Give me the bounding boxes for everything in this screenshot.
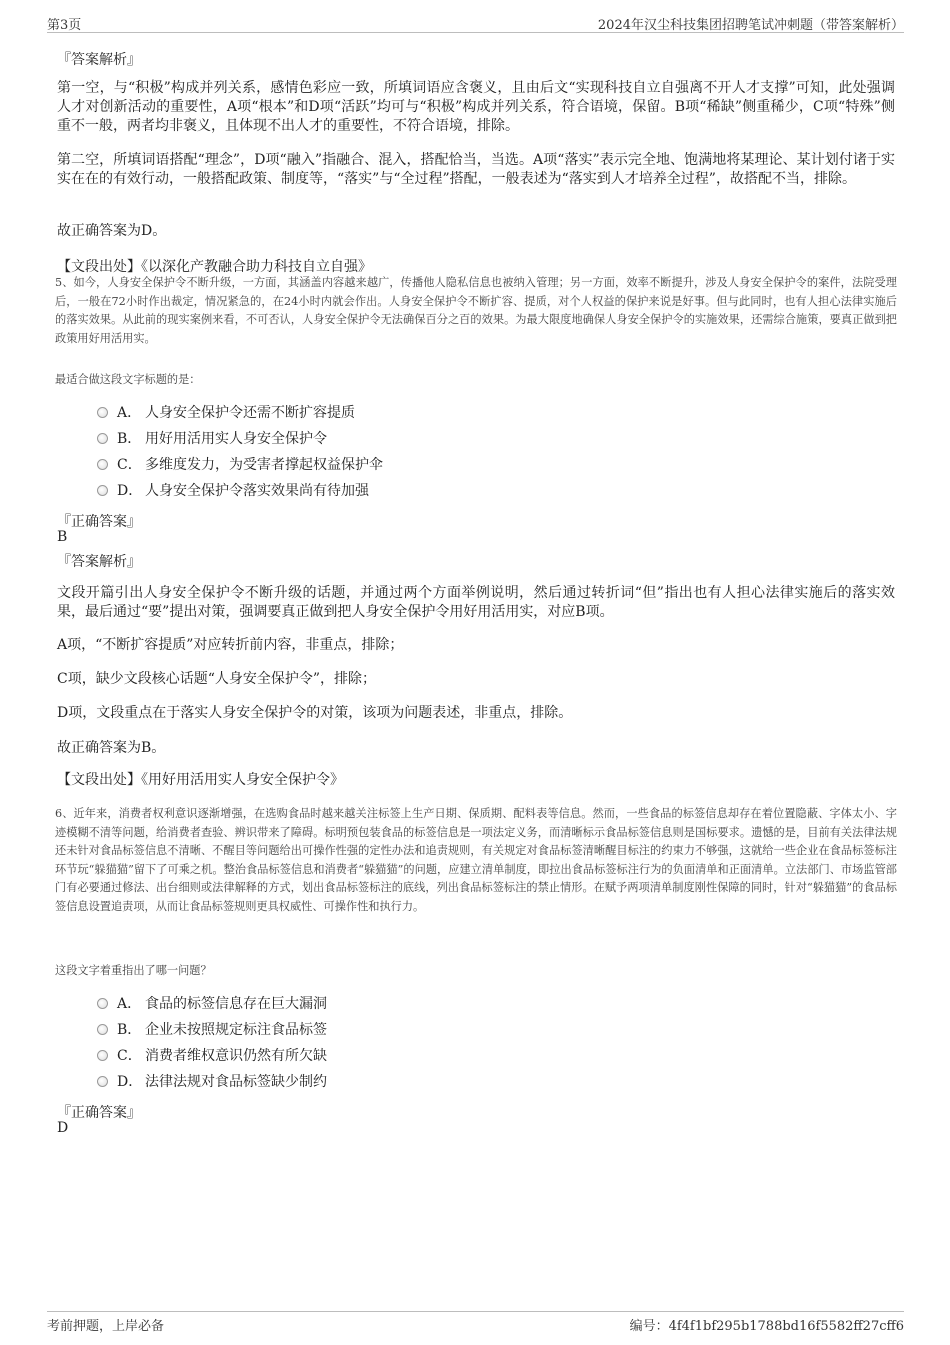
q5-passage: 5、如今，人身安全保护令不断升级，一方面，其涵盖内容越来越广，传播他人隐私信息也被纳入管理；另一方面，效率不断提升，涉及人身安全保护令的案件，法院受理后，一般在72小时作出裁定，情况紧急的，在24小时内就会作出。人身安全保护令不断扩容、提质，对个人权益的保护来说是好事。但与此同时，也有人担心法律实施后的落实效果。从此前的现实案例来看，不可否认，人身安全保护令无法确保百分之百的效果。为最大限度地确保人身安全保护令的实施效果，还需综合施策，要真正做到把政策用好用活用实。: [55, 276, 897, 345]
q6-question: 这段文字着重指出了哪一问题？: [55, 964, 212, 977]
radio-icon[interactable]: [97, 1050, 108, 1061]
q5-analysis-c: C项，缺少文段核心话题“人身安全保护令”，排除；: [57, 671, 377, 687]
radio-icon[interactable]: [97, 459, 108, 470]
q5-analysis-label: 『答案解析』: [57, 554, 141, 570]
q5-question: 最适合做这段文字标题的是：: [55, 373, 201, 386]
q5-analysis-d: D项，文段重点在于落实人身安全保护令的对策，该项为问题表述，非重点，排除。: [57, 705, 573, 721]
footer-serial: 编号：4f4f1bf295b1788bd16f5582ff27cff6: [629, 1319, 904, 1334]
q5-option-c[interactable]: C． 多维度发力，为受害者撑起权益保护伞: [97, 455, 383, 475]
page-footer: [47, 1311, 904, 1334]
q5-option-a[interactable]: A． 人身安全保护令还需不断扩容提质: [97, 403, 355, 423]
q6-correct-label: 『正确答案』: [57, 1105, 141, 1121]
q5-option-d[interactable]: D． 人身安全保护令落实效果尚有待加强: [97, 481, 369, 501]
q6-option-c[interactable]: C． 消费者维权意识仍然有所欠缺: [97, 1046, 327, 1066]
q4-analysis-p1: 第一空，与“积极”构成并列关系，感情色彩应一致，所填词语应含褒义，且由后文“实现科技自立自强离不开人才支撑”可知，此处强调人才对创新活动的重要性，A项“根本”和D项“活跃”均可与“积极”构成并列关系，符合语境，保留。B项“稀缺”侧重稀少，C项“特殊”侧重不一般，两者均非褒义，且体现不出人才的重要性，不符合语境，排除。: [57, 80, 895, 134]
radio-icon[interactable]: [97, 433, 108, 444]
q6-passage: 6、近年来，消费者权利意识逐渐增强，在选购食品时越来越关注标签上生产日期、保质期、配料表等信息。然而，一些食品的标签信息却存在着位置隐蔽、字体太小、字迹模糊不清等问题，给消费者查验、辨识带来了障碍。标明预包装食品的标签信息是一项法定义务，而清晰标示食品标签信息则是国标要求。遗憾的是，目前有关法律法规还未针对食品标签信息不清晰、不醒目等问题给出可操作性强的定性办法和追责规则，有关规定对食品标签清晰醒目标注的约束力不够强，这就给一些企业在食品标签标注环节玩“躲猫猫”留下了可乘之机。整治食品标签信息和消费者“躲猫猫”的问题，应建立清单制度，即拉出食品标签标注行为的负面清单和正面清单。立法部门、市场监管部门有必要通过修法、出台细则或法律解释的方式，划出食品标签标注的底线，列出食品标签标注的禁止情形。在赋予两项清单制度刚性保障的同时，针对“躲猫猫”的食品标签信息设置追责项，从而让食品标签规则更具权威性、可操作性和执行力。: [55, 807, 897, 913]
radio-icon[interactable]: [97, 1024, 108, 1035]
q5-correct-answer: B: [57, 529, 68, 545]
page-number: 第3页: [47, 18, 82, 33]
q5-source: 【文段出处】《用好用活用实人身安全保护令》: [57, 772, 344, 788]
q4-conclusion: 故正确答案为D。: [57, 223, 167, 239]
footer-slogan: 考前押题，上岸必备: [47, 1319, 165, 1334]
q5-analysis-p1: 文段开篇引出人身安全保护令不断升级的话题，并通过两个方面举例说明，然后通过转折词“但”指出也有人担心法律实施后的落实效果，最后通过“要”提出对策，强调要真正做到把人身安全保护令用好用活用实，对应B项。: [57, 585, 895, 620]
q4-analysis-label: 『答案解析』: [57, 52, 141, 68]
q5-conclusion: 故正确答案为B。: [57, 740, 166, 756]
radio-icon[interactable]: [97, 998, 108, 1009]
q6-option-b[interactable]: B． 企业未按照规定标注食品标签: [97, 1020, 327, 1040]
radio-icon[interactable]: [97, 485, 108, 496]
q6-option-a[interactable]: A． 食品的标签信息存在巨大漏洞: [97, 994, 327, 1014]
q4-analysis-p2: 第二空，所填词语搭配“理念”，D项“融入”指融合、混入，搭配恰当，当选。A项“落实”表示完全地、饱满地将某理论、某计划付诸于实实在在的有效行动，一般搭配政策、制度等，“落实”与“全过程”搭配，一般表述为“落实到人才培养全过程”，故搭配不当，排除。: [57, 152, 895, 187]
q6-option-d[interactable]: D． 法律法规对食品标签缺少制约: [97, 1072, 327, 1092]
q5-correct-label: 『正确答案』: [57, 514, 141, 530]
q4-source: 【文段出处】《以深化产教融合助力科技自立自强》: [57, 259, 372, 275]
q5-analysis-a: A项，“不断扩容提质”对应转折前内容，非重点，排除；: [57, 637, 404, 653]
document-title: 2024年汉尘科技集团招聘笔试冲刺题（带答案解析）: [597, 18, 904, 33]
q5-option-b[interactable]: B． 用好用活用实人身安全保护令: [97, 429, 327, 449]
page-header: [47, 12, 904, 33]
radio-icon[interactable]: [97, 407, 108, 418]
radio-icon[interactable]: [97, 1076, 108, 1087]
q6-correct-answer: D: [57, 1120, 69, 1136]
